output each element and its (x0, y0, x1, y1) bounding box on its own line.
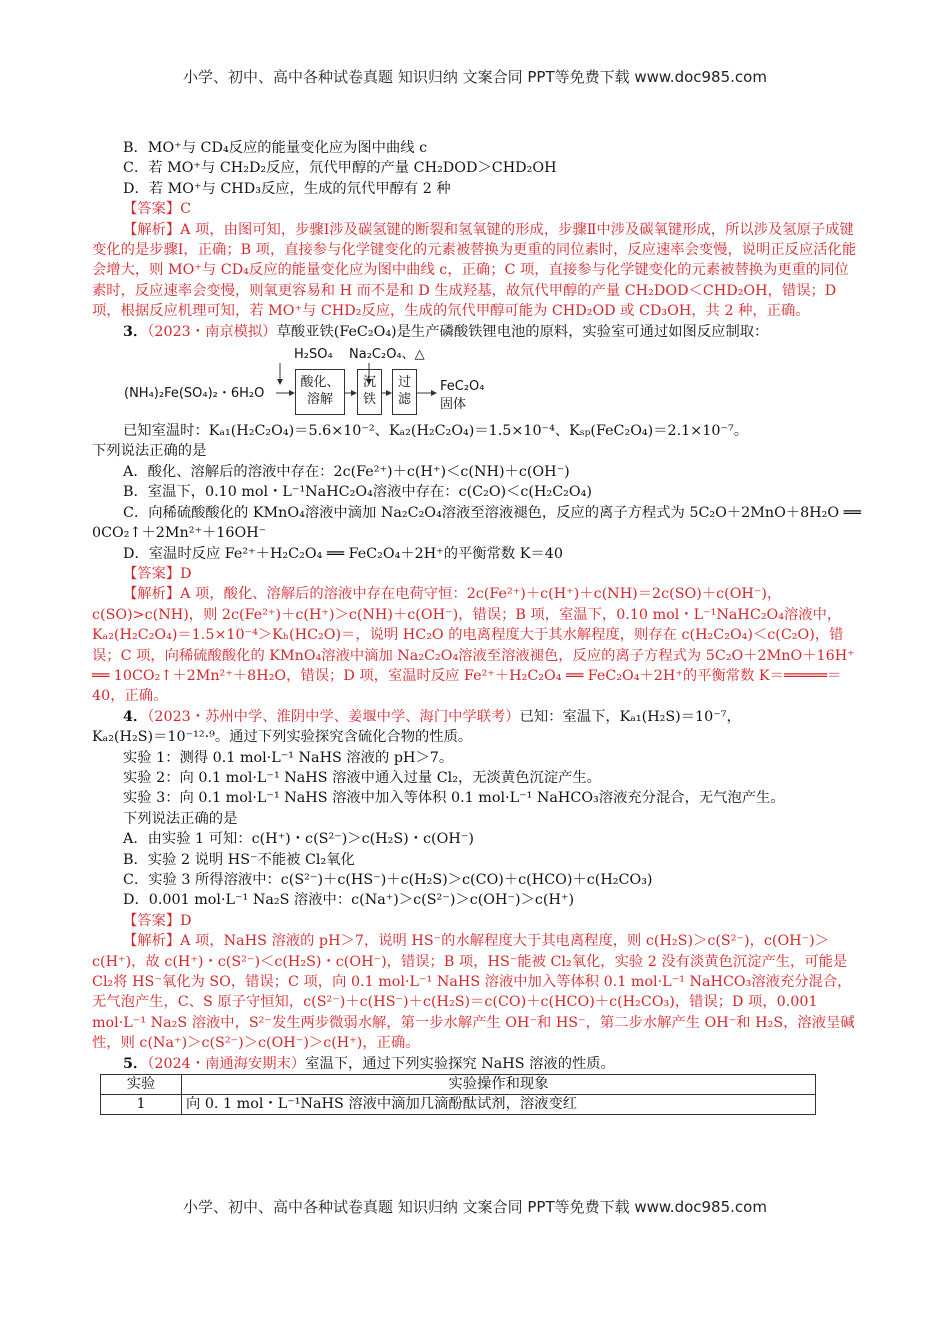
q2-option-d: D．若 MO⁺与 CHD₃反应，生成的氘代甲醇有 2 种 (123, 180, 451, 197)
q4-option-a: A．由实验 1 可知：c(H⁺)・c(S²⁻)＞c(H₂S)・c(OH⁻) (123, 831, 474, 848)
q3-analysis: 【解析】A 项，酸化、溶解后的溶液中存在电荷守恒：2c(Fe²⁺)＋c(H⁺)＋c(NH)＝2c(SO)＋c(OH⁻)，c(SO)>c(NH)，则 2c(Fe²⁺)＋c(H⁺)＞c(NH)＋c(OH⁻)，错误；B 项，室温下，0.10 mol・L⁻¹NaHC₂O₄溶液中，Kₐ₂(H₂C₂O₄)＝1.5×10⁻⁴＞Kₕ(HC₂O)＝，说明 HC₂O 的电离程度大于其水解程度，则存在 c(H₂C₂O₄)＜c(C₂O)，错误；C 项，向稀硫酸酸化的 KMnO₄溶液中滴加 Na₂C₂O₄溶液至溶液褪色，反应的离子方程式为 5C₂O＋2MnO＋16H⁺ ══ 10CO₂↑＋2Mn²⁺＋8H₂O，错误；D 项，室温时反应 Fe²⁺＋H₂C₂O₄ ══ FeC₂O₄＋2H⁺的平衡常数 K＝═════＝40，正确。 (92, 586, 855, 705)
q2-analysis: 【解析】A 项，由图可知，步骤Ⅰ涉及碳氢键的断裂和氢氧键的形成，步骤Ⅱ中涉及碳氧键形成，所以涉及氢原子成键变化的是步骤Ⅰ，正确；B 项，直接参与化学键变化的元素被替换为更重的同位素时，反应速率会变慢，说明正反应活化能会增大，则 MO⁺与 CD₄反应的能量变化应为图中曲线 c，正确；C 项，直接参与化学键变化的元素被替换为更重的同位素时，反应速率会变慢，则氧更容易和 H 而不是和 D 生成羟基，故氘代甲醇的产量 CH₂DOD＜CHD₂OH，错误；D 项，根据反应机理可知，若 MO⁺与 CHD₂反应，生成的氘代甲醇可能为 CHD₂OD 或 CD₃OH，共 2 种，正确。 (92, 221, 857, 320)
q5-table (100, 1074, 816, 1115)
page-header: 小学、初中、高中各种试卷真题 知识归纳 文案合同 PPT等免费下载 www.doc985.com (183, 68, 767, 86)
table-header-row (101, 1075, 816, 1095)
table-cell: 向 0. 1 mol・L⁻¹NaHS 溶液中滴加几滴酚酞试剂，溶液变红 (182, 1095, 816, 1115)
table-header-cell: 实验操作和现象 (182, 1075, 816, 1095)
page-footer: 小学、初中、高中各种试卷真题 知识归纳 文案合同 PPT等免费下载 www.doc985.com (183, 1198, 767, 1216)
q3-source: （2023・南京模拟） (147, 323, 277, 340)
flow-step-acidify: 酸化、 溶解 (295, 369, 345, 415)
q3-prompt: 下列说法正确的是 (92, 443, 207, 460)
q4-option-c: C．实验 3 所得溶液中：c(S²⁻)＋c(HS⁻)＋c(H₂S)＞c(CO)＋c(HCO)＋c(H₂CO₃) (123, 872, 653, 888)
q3-option-d: D．室温时反应 Fe²⁺＋H₂C₂O₄ ══ FeC₂O₄＋2H⁺的平衡常数 K＝40 (123, 545, 563, 562)
flow-start: (NH₄)₂Fe(SO₄)₂・6H₂O (124, 386, 265, 402)
q5-number: 5． (123, 1055, 148, 1072)
q2-option-c: C．若 MO⁺与 CH₂D₂反应，氘代甲醇的产量 CH₂DOD＞CHD₂OH (123, 160, 557, 177)
q4-number: 4． (123, 708, 148, 725)
q4-answer: 【答案】D (123, 912, 192, 929)
flow-product: FeC₂O₄ (440, 379, 485, 395)
q4-exp2: 实验 2：向 0.1 mol·L⁻¹ NaHS 溶液中通入过量 Cl₂，无淡黄色沉淀产生。 (123, 769, 601, 786)
table-header-cell: 实验 (101, 1075, 182, 1095)
q4-stem-1: 已知：室温下，Kₐ₁(H₂S)＝10⁻⁷， (519, 708, 741, 725)
q3-stem: 草酸亚铁(FeC₂O₄)是生产磷酸铁锂电池的原料，实验室可通过如图反应制取： (276, 323, 769, 340)
q4-exp3: 实验 3：向 0.1 mol·L⁻¹ NaHS 溶液中加入等体积 0.1 mol·L⁻¹ NaHCO₃溶液充分混合，无气泡产生。 (123, 790, 785, 807)
q3-number: 3． (123, 323, 148, 340)
q4-option-b: B．实验 2 说明 HS⁻不能被 Cl₂氧化 (123, 851, 355, 868)
q4-analysis: 【解析】A 项，NaHS 溶液的 pH＞7，说明 HS⁻的水解程度大于其电离程度，则 c(H₂S)＞c(S²⁻)，c(OH⁻)＞c(H⁺)，故 c(H⁺)・c(S²⁻)＜c(H₂S)・c(OH⁻)，错误；B 项，HS⁻能被 Cl₂氧化，实验 2 没有淡黄色沉淀产生，可能是 Cl₂将 HS⁻氧化为 SO，错误；C 项，向 0.1 mol·L⁻¹ NaHS 溶液中加入等体积 0.1 mol·L⁻¹ NaHCO₃溶液充分混合，无气泡产生，C、S 原子守恒知，c(S²⁻)＋c(HS⁻)＋c(H₂S)＝c(CO)＋c(HCO)＋c(H₂CO₃)，错误；D 项，0.001 mol·L⁻¹ Na₂S 溶液中，S²⁻发生两步微弱水解，第一步水解产生 OH⁻和 HS⁻，第二步水解产生 OH⁻和 H₂S，溶液呈碱性，则 c(Na⁺)＞c(S²⁻)＞c(OH⁻)＞c(H⁺)，正确。 (92, 933, 855, 1052)
q4-source: （2023・苏州中学、淮阴中学、姜堰中学、海门中学联考） (147, 708, 520, 725)
q3-option-b: B．室温下，0.10 mol・L⁻¹NaHC₂O₄溶液中存在：c(C₂O)＜c(H₂C₂O₄) (123, 484, 592, 501)
q5-stem-line (92, 1054, 862, 1074)
q4-option-d: D．0.001 mol·L⁻¹ Na₂S 溶液中：c(Na⁺)＞c(S²⁻)＞c(OH⁻)＞c(H⁺) (123, 892, 575, 909)
q3-option-a: A．酸化、溶解后的溶液中存在：2c(Fe²⁺)＋c(H⁺)＜c(NH)＋c(OH⁻) (123, 463, 570, 480)
flow-reagent-na2c2o4: Na₂C₂O₄、△ (349, 347, 425, 363)
flow-reagent-h2so4: H₂SO₄ (294, 347, 333, 363)
flow-product-state: 固体 (440, 397, 467, 413)
q4-prompt: 下列说法正确的是 (123, 810, 238, 827)
q3-answer: 【答案】D (123, 565, 192, 582)
page-content (92, 138, 862, 1115)
q3-option-c: C．向稀硫酸酸化的 KMnO₄溶液中滴加 Na₂C₂O₄溶液至溶液褪色，反应的离子方程式为 5C₂O＋2MnO＋8H₂O ══ 0CO₂↑＋2Mn²⁺＋16OH⁻ (92, 504, 861, 542)
q4-stem-2: Kₐ₂(H₂S)＝10⁻¹²·⁹。通过下列实验探究含硫化合物的性质。 (92, 729, 473, 746)
q4-exp1: 实验 1：测得 0.1 mol·L⁻¹ NaHS 溶液的 pH＞7。 (123, 749, 454, 766)
q3-flowchart (92, 343, 862, 419)
q4-stem-line (92, 707, 862, 727)
table-cell: 1 (101, 1095, 182, 1115)
flow-step-precipitate: 沉 铁 (357, 369, 382, 415)
q3-known: 已知室温时：Kₐ₁(H₂C₂O₄)＝5.6×10⁻²、Kₐ₂(H₂C₂O₄)＝1.5×10⁻⁴、Kₛₚ(FeC₂O₄)＝2.1×10⁻⁷。 (123, 423, 749, 440)
table-row (101, 1095, 816, 1115)
q2-answer: 【答案】C (123, 201, 192, 218)
q5-source: （2024・南通海安期末） (147, 1055, 306, 1072)
q2-option-b: B．MO⁺与 CD₄反应的能量变化应为图中曲线 c (123, 140, 428, 156)
q3-stem-line (92, 322, 862, 342)
flow-step-filter: 过 滤 (392, 369, 417, 415)
q5-stem: 室温下，通过下列实验探究 NaHS 溶液的性质。 (305, 1055, 615, 1072)
